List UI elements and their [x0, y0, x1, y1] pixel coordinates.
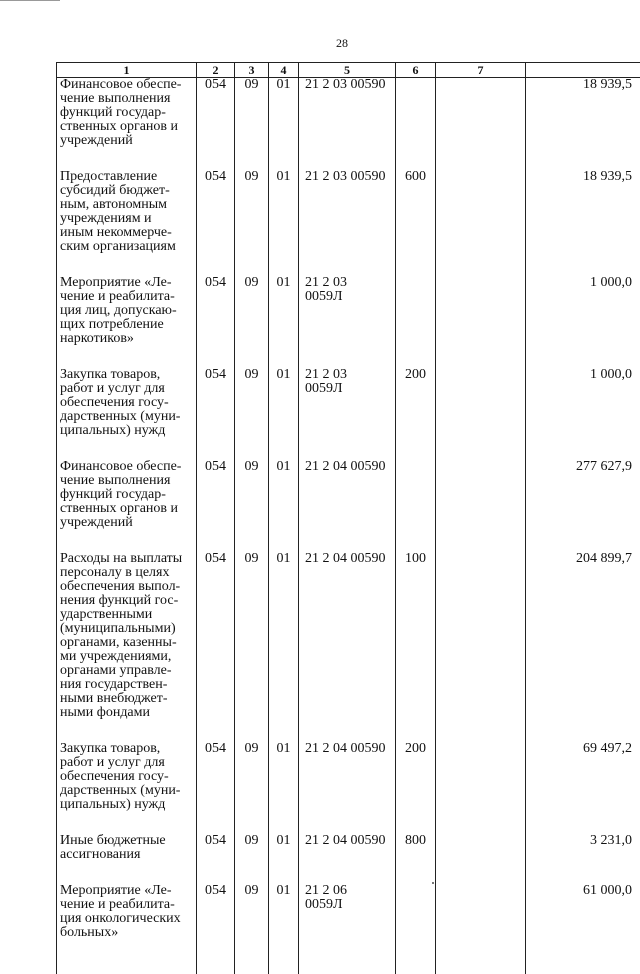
spacer-row — [57, 530, 640, 552]
description-line: нения функций гос- — [60, 594, 193, 608]
description-line: Предоставление — [60, 170, 193, 184]
description-line: учреждениям и — [60, 212, 193, 226]
subsection-code: 01 — [269, 552, 299, 720]
spacer-cell — [57, 530, 197, 552]
expense-type-code — [396, 884, 436, 940]
spacer-cell — [396, 148, 436, 170]
section-code: 09 — [235, 276, 269, 346]
spacer-cell — [299, 862, 396, 884]
description-line: ми учреждениями, — [60, 650, 193, 664]
description-line: ными внебюджет- — [60, 692, 193, 706]
scan-speck — [432, 882, 434, 884]
code-line: 21 2 03 — [305, 276, 392, 290]
spacer-row — [57, 148, 640, 170]
spacer-cell — [299, 346, 396, 368]
spacer-cell — [396, 530, 436, 552]
expense-type-code: 600 — [396, 170, 436, 254]
description-line: ция лиц, допускаю- — [60, 304, 193, 318]
spacer-cell — [526, 346, 640, 368]
spacer-cell — [57, 940, 197, 974]
spacer-cell — [526, 812, 640, 834]
spacer-row — [57, 940, 640, 974]
spacer-cell — [269, 530, 299, 552]
description-line: Расходы на выплаты — [60, 552, 193, 566]
spacer-cell — [396, 862, 436, 884]
ministry-code: 054 — [197, 552, 235, 720]
amount-value: 18 939,5 — [526, 170, 640, 254]
spacer-cell — [235, 148, 269, 170]
description-line: Мероприятие «Ле- — [60, 276, 193, 290]
amount-value: 61 000,0 — [526, 884, 640, 940]
description-line: ным, автономным — [60, 198, 193, 212]
table-header-row — [57, 63, 640, 78]
ministry-code: 054 — [197, 368, 235, 438]
column-header: 5 — [299, 63, 396, 78]
code-line: 0059Л — [305, 290, 392, 304]
description-line: работ и услуг для — [60, 382, 193, 396]
subsection-code: 01 — [269, 276, 299, 346]
spacer-row — [57, 346, 640, 368]
table-row — [57, 170, 640, 254]
target-article-code — [299, 170, 396, 254]
spacer-cell — [235, 940, 269, 974]
table-row — [57, 742, 640, 812]
spacer-cell — [436, 720, 526, 742]
description-line: персоналу в целях — [60, 566, 193, 580]
subsection-code: 01 — [269, 742, 299, 812]
spacer-cell — [235, 862, 269, 884]
section-code: 09 — [235, 742, 269, 812]
code-line: 21 2 04 00590 — [305, 552, 392, 566]
amount-value: 204 899,7 — [526, 552, 640, 720]
spacer-cell — [396, 254, 436, 276]
spacer-cell — [526, 254, 640, 276]
description-line: чение выполнения — [60, 474, 193, 488]
table-row — [57, 78, 640, 149]
column-header: 4 — [269, 63, 299, 78]
spacer-cell — [396, 812, 436, 834]
spacer-cell — [299, 530, 396, 552]
spacer-cell — [269, 720, 299, 742]
spacer-cell — [197, 254, 235, 276]
section-code: 09 — [235, 368, 269, 438]
description-line: ударственными — [60, 608, 193, 622]
spacer-cell — [396, 346, 436, 368]
description-line: чение и реабилита- — [60, 898, 193, 912]
spacer-cell — [526, 438, 640, 460]
description-line: ственных органов и — [60, 502, 193, 516]
target-article-code — [299, 276, 396, 346]
spacer-cell — [197, 940, 235, 974]
spacer-row — [57, 438, 640, 460]
row-description — [57, 276, 197, 346]
amount-value: 1 000,0 — [526, 368, 640, 438]
spacer-cell — [197, 438, 235, 460]
section-code: 09 — [235, 460, 269, 530]
table-row — [57, 460, 640, 530]
spacer-cell — [57, 720, 197, 742]
spacer-cell — [57, 438, 197, 460]
spacer-cell — [436, 438, 526, 460]
column-7-value — [436, 170, 526, 254]
code-line: 21 2 04 00590 — [305, 742, 392, 756]
spacer-row — [57, 862, 640, 884]
spacer-cell — [299, 254, 396, 276]
spacer-cell — [235, 812, 269, 834]
spacer-cell — [436, 940, 526, 974]
spacer-cell — [299, 438, 396, 460]
description-line: наркотиков» — [60, 332, 193, 346]
spacer-cell — [57, 812, 197, 834]
spacer-cell — [436, 812, 526, 834]
description-line: Мероприятие «Ле- — [60, 884, 193, 898]
description-line: обеспечения госу- — [60, 770, 193, 784]
spacer-cell — [269, 940, 299, 974]
spacer-cell — [396, 438, 436, 460]
table-row — [57, 552, 640, 720]
spacer-cell — [269, 254, 299, 276]
expense-type-code — [396, 276, 436, 346]
table-row — [57, 834, 640, 862]
description-line: ципальных) нужд — [60, 798, 193, 812]
column-7-value — [436, 742, 526, 812]
expense-type-code: 200 — [396, 742, 436, 812]
target-article-code — [299, 78, 396, 149]
description-line: Финансовое обеспе- — [60, 78, 193, 92]
description-line: учреждений — [60, 134, 193, 148]
spacer-cell — [526, 148, 640, 170]
scan-edge-mark — [0, 0, 60, 5]
description-line: функций государ- — [60, 488, 193, 502]
description-line: ния государствен- — [60, 678, 193, 692]
column-7-value — [436, 884, 526, 940]
ministry-code: 054 — [197, 884, 235, 940]
row-description — [57, 834, 197, 862]
spacer-cell — [235, 530, 269, 552]
spacer-cell — [436, 530, 526, 552]
spacer-cell — [526, 862, 640, 884]
description-line: Иные бюджетные — [60, 834, 193, 848]
row-description — [57, 884, 197, 940]
spacer-cell — [269, 438, 299, 460]
description-line: ским организациям — [60, 240, 193, 254]
description-line: учреждений — [60, 516, 193, 530]
spacer-cell — [235, 720, 269, 742]
spacer-row — [57, 254, 640, 276]
description-line: работ и услуг для — [60, 756, 193, 770]
spacer-cell — [299, 940, 396, 974]
code-line: 21 2 06 — [305, 884, 392, 898]
spacer-cell — [57, 254, 197, 276]
spacer-cell — [197, 862, 235, 884]
column-header: 1 — [57, 63, 197, 78]
ministry-code: 054 — [197, 78, 235, 149]
description-line: чение выполнения — [60, 92, 193, 106]
spacer-cell — [57, 148, 197, 170]
spacer-row — [57, 720, 640, 742]
amount-value: 18 939,5 — [526, 78, 640, 149]
ministry-code: 054 — [197, 276, 235, 346]
description-line: органами, казенны- — [60, 636, 193, 650]
spacer-cell — [197, 148, 235, 170]
spacer-cell — [235, 346, 269, 368]
ministry-code: 054 — [197, 834, 235, 862]
description-line: обеспечения выпол- — [60, 580, 193, 594]
spacer-cell — [436, 148, 526, 170]
description-line: Закупка товаров, — [60, 368, 193, 382]
column-7-value — [436, 78, 526, 149]
row-description — [57, 552, 197, 720]
spacer-cell — [57, 346, 197, 368]
description-line: ция онкологических — [60, 912, 193, 926]
expense-type-code: 200 — [396, 368, 436, 438]
section-code: 09 — [235, 834, 269, 862]
spacer-row — [57, 812, 640, 834]
expense-type-code — [396, 78, 436, 149]
description-line: иным некоммерче- — [60, 226, 193, 240]
row-description — [57, 460, 197, 530]
table-row — [57, 884, 640, 940]
spacer-cell — [269, 148, 299, 170]
spacer-cell — [235, 254, 269, 276]
column-7-value — [436, 460, 526, 530]
description-line: ственных органов и — [60, 120, 193, 134]
code-line: 21 2 04 00590 — [305, 834, 392, 848]
description-line: обеспечения госу- — [60, 396, 193, 410]
amount-value: 277 627,9 — [526, 460, 640, 530]
subsection-code: 01 — [269, 368, 299, 438]
amount-value: 69 497,2 — [526, 742, 640, 812]
description-line: дарственных (муни- — [60, 410, 193, 424]
description-line: (муниципальными) — [60, 622, 193, 636]
column-header — [526, 63, 640, 78]
target-article-code — [299, 884, 396, 940]
column-7-value — [436, 276, 526, 346]
description-line: ными фондами — [60, 706, 193, 720]
expense-type-code — [396, 460, 436, 530]
spacer-cell — [235, 438, 269, 460]
target-article-code — [299, 368, 396, 438]
code-line: 0059Л — [305, 382, 392, 396]
table-body — [57, 78, 640, 974]
description-line: больных» — [60, 926, 193, 940]
section-code: 09 — [235, 78, 269, 149]
subsection-code: 01 — [269, 170, 299, 254]
spacer-cell — [197, 530, 235, 552]
column-header: 7 — [436, 63, 526, 78]
row-description — [57, 170, 197, 254]
column-7-value — [436, 834, 526, 862]
description-line: Финансовое обеспе- — [60, 460, 193, 474]
table-row — [57, 368, 640, 438]
column-header: 6 — [396, 63, 436, 78]
spacer-cell — [436, 346, 526, 368]
ministry-code: 054 — [197, 460, 235, 530]
column-7-value — [436, 368, 526, 438]
section-code: 09 — [235, 552, 269, 720]
spacer-cell — [396, 940, 436, 974]
amount-value: 1 000,0 — [526, 276, 640, 346]
section-code: 09 — [235, 170, 269, 254]
column-header: 2 — [197, 63, 235, 78]
row-description — [57, 78, 197, 149]
subsection-code: 01 — [269, 78, 299, 149]
target-article-code — [299, 552, 396, 720]
spacer-cell — [269, 346, 299, 368]
spacer-cell — [436, 254, 526, 276]
spacer-cell — [526, 940, 640, 974]
subsection-code: 01 — [269, 460, 299, 530]
column-7-value — [436, 552, 526, 720]
description-line: Закупка товаров, — [60, 742, 193, 756]
code-line: 0059Л — [305, 898, 392, 912]
spacer-cell — [197, 812, 235, 834]
target-article-code — [299, 834, 396, 862]
spacer-cell — [526, 530, 640, 552]
section-code: 09 — [235, 884, 269, 940]
spacer-cell — [269, 812, 299, 834]
code-line: 21 2 04 00590 — [305, 460, 392, 474]
ministry-code: 054 — [197, 742, 235, 812]
spacer-cell — [197, 346, 235, 368]
code-line: 21 2 03 — [305, 368, 392, 382]
subsection-code: 01 — [269, 834, 299, 862]
amount-value: 3 231,0 — [526, 834, 640, 862]
subsection-code: 01 — [269, 884, 299, 940]
target-article-code — [299, 460, 396, 530]
column-header: 3 — [235, 63, 269, 78]
spacer-cell — [436, 862, 526, 884]
description-line: органами управле- — [60, 664, 193, 678]
budget-table — [56, 62, 640, 974]
table-row — [57, 276, 640, 346]
description-line: субсидий бюджет- — [60, 184, 193, 198]
code-line: 21 2 03 00590 — [305, 170, 392, 184]
description-line: дарственных (муни- — [60, 784, 193, 798]
expense-type-code: 800 — [396, 834, 436, 862]
spacer-cell — [299, 148, 396, 170]
row-description — [57, 368, 197, 438]
description-line: функций государ- — [60, 106, 193, 120]
target-article-code — [299, 742, 396, 812]
page-number: 28 — [0, 36, 640, 51]
row-description — [57, 742, 197, 812]
spacer-cell — [299, 720, 396, 742]
description-line: ассигнования — [60, 848, 193, 862]
expense-type-code: 100 — [396, 552, 436, 720]
code-line: 21 2 03 00590 — [305, 78, 392, 92]
description-line: щих потребление — [60, 318, 193, 332]
description-line: ципальных) нужд — [60, 424, 193, 438]
spacer-cell — [57, 862, 197, 884]
spacer-cell — [396, 720, 436, 742]
spacer-cell — [299, 812, 396, 834]
ministry-code: 054 — [197, 170, 235, 254]
spacer-cell — [197, 720, 235, 742]
spacer-cell — [526, 720, 640, 742]
description-line: чение и реабилита- — [60, 290, 193, 304]
spacer-cell — [269, 862, 299, 884]
